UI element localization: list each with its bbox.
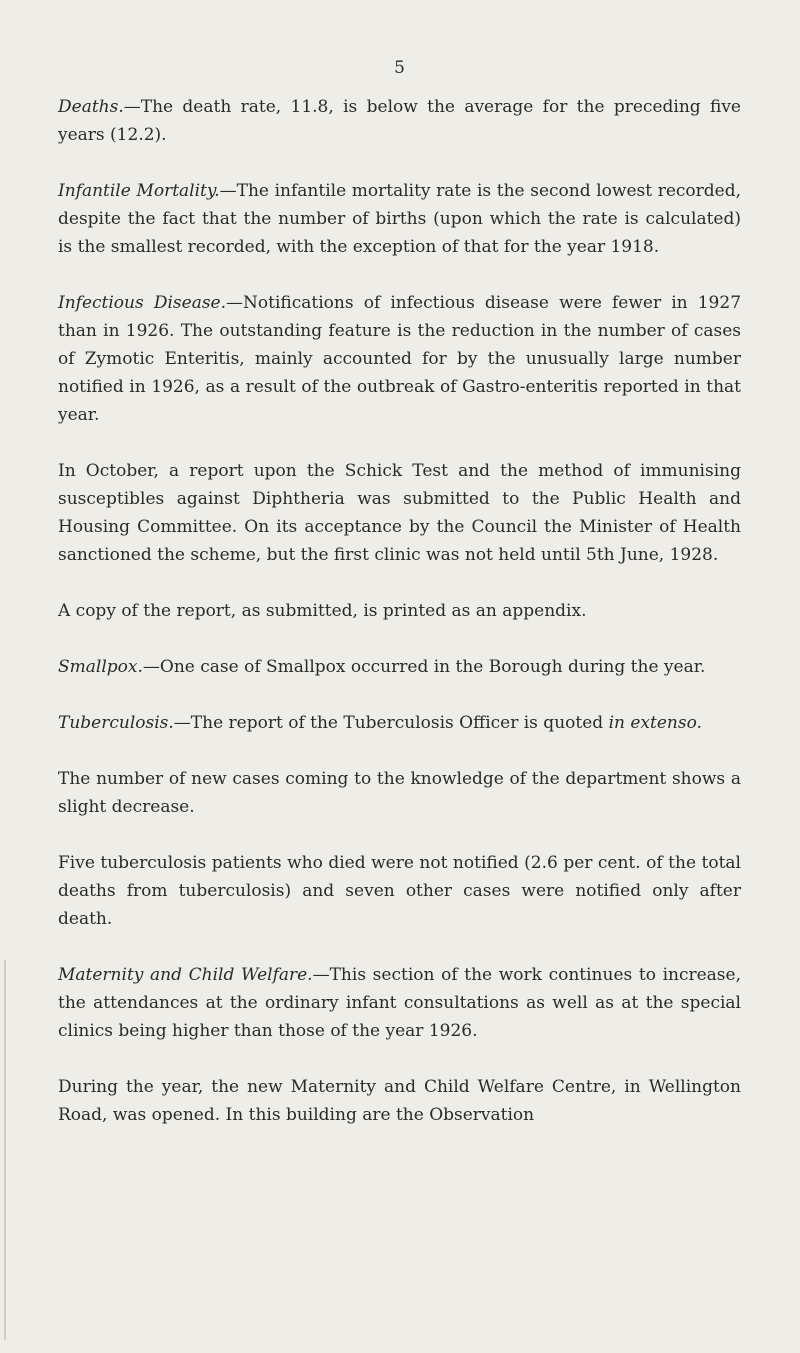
paragraph-italic-tail: in extenso. [608, 713, 702, 733]
paragraph-heading: Deaths. [58, 97, 124, 117]
paragraph-report-copy [58, 597, 741, 625]
paragraph-not-notified [58, 849, 741, 933]
paragraph-welfare-centre [58, 1073, 741, 1129]
paragraph-text: —The infantile mortality rate is the second lowest recorded, despite the fact that the number of births (upon which the rate is calculated) is the smallest recorded, with the exception of that for the year 1918. [58, 181, 742, 257]
paragraph-text: —One case of Smallpox occurred in the Borough during the year. [142, 657, 706, 677]
paragraph-text: Five tuberculosis patients who died were not notified (2.6 per cent. of the total deaths from tuberculosis) and seven other cases were notified only after death. [58, 853, 741, 929]
paragraph-smallpox [58, 653, 741, 681]
paragraph-infantile-mortality [58, 177, 741, 261]
paragraph-heading: Smallpox. [58, 657, 143, 677]
paragraph-heading: Tuberculosis. [58, 713, 174, 733]
page-edge-shadow [4, 960, 6, 1340]
paragraph-infectious-disease [58, 289, 741, 429]
paragraph-text: —The report of the Tuberculosis Officer is quoted [173, 713, 609, 733]
paragraph-heading: Infectious Disease. [58, 293, 227, 313]
paragraph-tuberculosis [58, 709, 741, 737]
paragraph-deaths [58, 93, 741, 149]
paragraph-text: —Notifications of infectious disease were fewer in 1927 than in 1926. The outstanding feature is the reduction in the number of cases of Zymotic Enteritis, mainly accounted for by the unusually large number notified in 1926, as a result of the outbreak of Gastro-enteritis reported in that year. [58, 293, 742, 425]
paragraph-text: During the year, the new Maternity and Child Welfare Centre, in Wellington Road, was opened. In this building are the Observation [58, 1077, 741, 1125]
paragraph-text: —This section of the work continues to increase, the attendances at the ordinary infant consultations as well as at the special clinics being higher than those of the year 1926. [58, 965, 741, 1041]
paragraph-text: —The death rate, 11.8, is below the average for the preceding five years (12.2). [58, 97, 741, 145]
paragraph-heading: Infantile Mortality. [58, 181, 220, 201]
paragraph-heading: Maternity and Child Welfare. [58, 965, 313, 985]
paragraph-text: The number of new cases coming to the knowledge of the department shows a slight decrease. [58, 769, 741, 817]
body-text [58, 93, 741, 1157]
page-number: 5 [394, 58, 406, 78]
paragraph-schick-test [58, 457, 741, 569]
paragraph-text: In October, a report upon the Schick Test and the method of immunising susceptibles against Diphtheria was submitted to the Public Health and Housing Committee. On its acceptance by the Council the Minister of Health sanctioned the scheme, but the first clinic was not held until 5th June, 1928. [58, 461, 741, 565]
paragraph-new-cases [58, 765, 741, 821]
paragraph-maternity [58, 961, 741, 1045]
paragraph-text: A copy of the report, as submitted, is printed as an appendix. [58, 601, 587, 621]
